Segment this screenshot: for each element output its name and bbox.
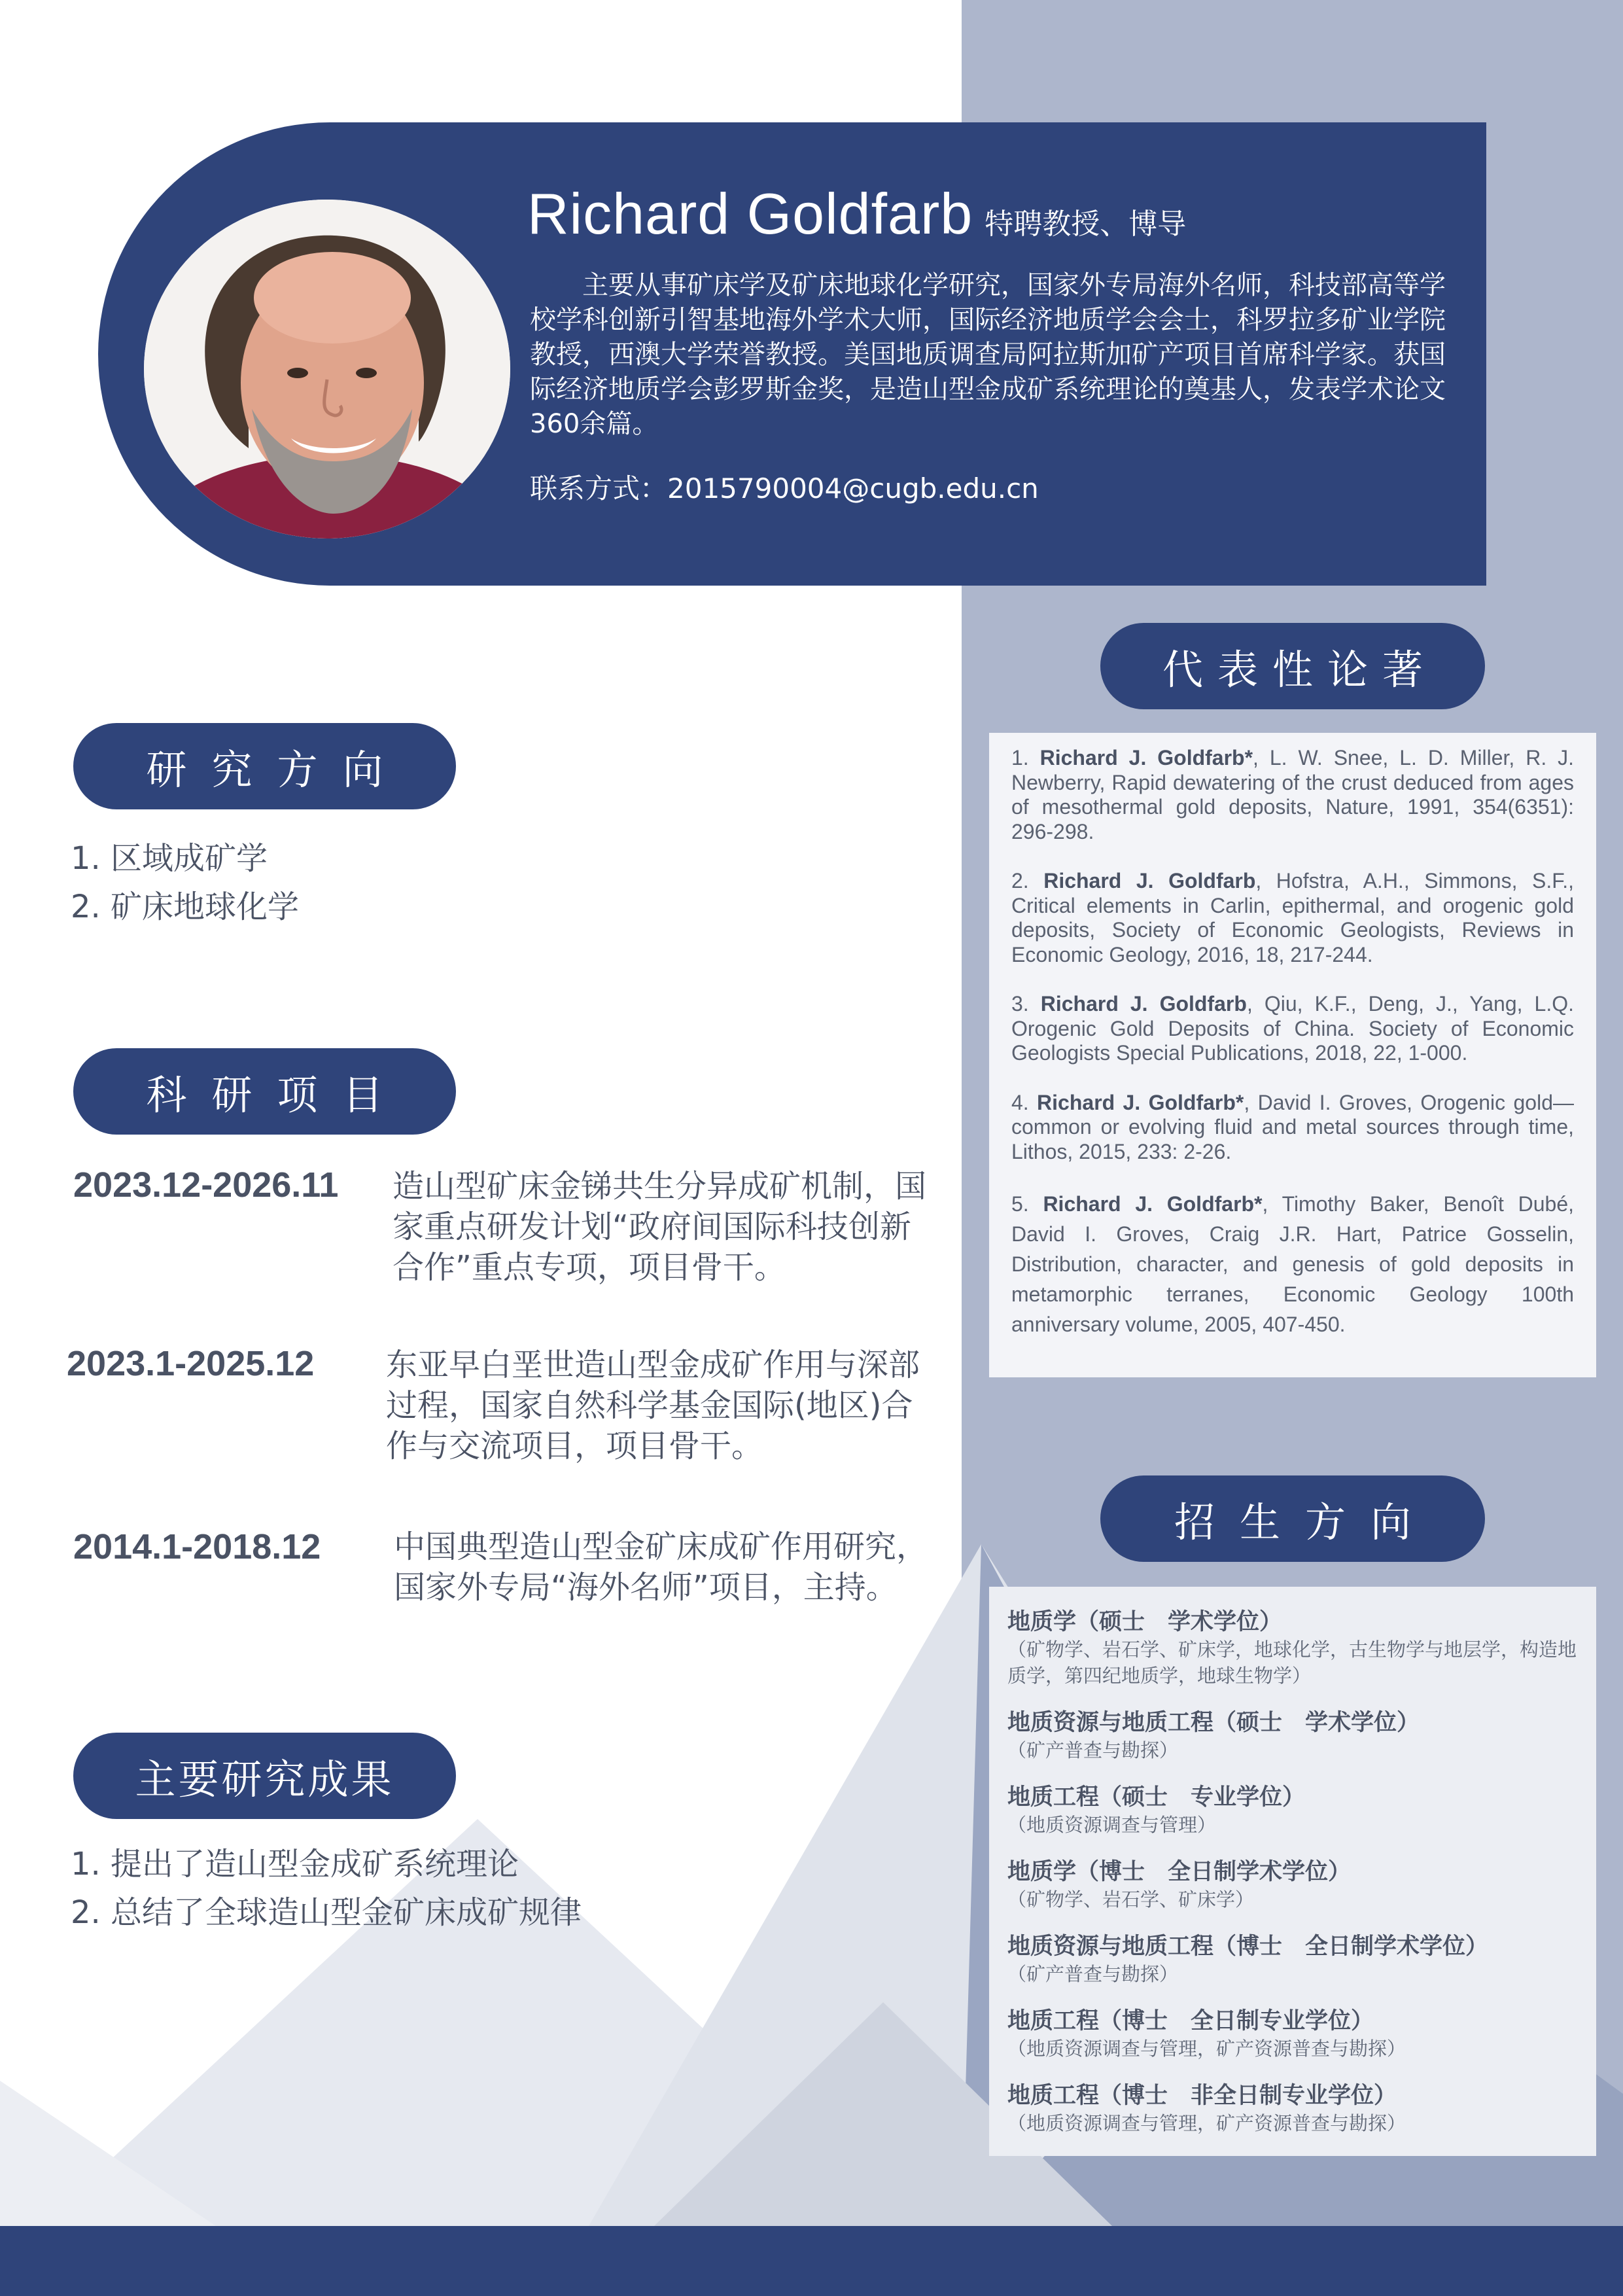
enrollment-fields: （矿产普查与勘探） [1007,1739,1179,1761]
enrollment-degree: 地质学（硕士 学术学位） [1007,1609,1283,1635]
bio-text: 主要从事矿床学及矿床地球化学研究，国家外专局海外名师，科技部高等学校学科创新引智基地海外学术大师，国际经济地质学会会士，科罗拉多矿业学院教授，西澳大学荣誉教授。美国地质调查局阿拉斯加矿产项目首席科学家。获国际经济地质学会彭罗斯金奖，是造山型金成矿系统理论的奠基人，发表学术论文360余篇。 [530,270,1446,439]
project-description: 造山型矿床金锑共生分异成矿机制，国家重点研发计划“政府间国际科技创新合作”重点专项，项目骨干。 [393,1168,927,1286]
profile-photo [144,200,510,539]
list-item [1007,1704,1583,1763]
enrollment-fields: （矿物学、岩石学、矿床学，地球化学，古生物学与地层学，构造地质学，第四纪地质学，地球生物学） [1007,1638,1577,1687]
project-description: 东亚早白垩世造山型金成矿作用与深部过程，国家自然科学基金国际(地区)合作与交流项目，项目骨干。 [386,1347,920,1464]
contact-email[interactable]: 2015790004@cugb.edu.cn [667,472,1039,504]
paper-entry: 1. Richard J. Goldfarb*, L. W. Snee, L. D. Miller, R. J. Newberry, Rapid dewatering of the crust deduced from ages of mesothermal gold deposits, Nature, 1991, 354(6351): 296-298. [1011,746,1575,843]
paper-entry: 4. Richard J. Goldfarb*, David I. Groves, Orogenic gold—common or evolving fluid and metal sources through time, Lithos, 2015, 233: 2-26. [1011,1090,1575,1163]
list-item [1007,2003,1583,2062]
enrollment-fields: （矿产普查与勘探） [1007,1963,1179,1985]
enrollment-degree: 地质工程（博士 非全日制专业学位） [1007,2083,1397,2109]
person-name: Richard Goldfarb [527,181,973,246]
list-item [1007,2077,1583,2136]
paper-entry: 3. Richard J. Goldfarb, Qiu, K.F., Deng, J., Yang, L.Q. Orogenic Gold Deposits of China. Society of Economic Geologists Special Publications, 2018, 22, 1-000. [1011,992,1575,1065]
list-item [1007,1779,1583,1838]
list-item [1007,1854,1583,1913]
paper-entry: 2. Richard J. Goldfarb, Hofstra, A.H., Simmons, S.F., Critical elements in Carlin, epithermal, and orogenic gold deposits, Society of Economic Geologists, Reviews in Economic Geology, 2016, 18, 217-244. [1011,869,1574,966]
portrait-illustration [144,200,510,539]
enrollment-degree: 地质资源与地质工程（硕士 学术学位） [1007,1710,1420,1736]
project-date: 2014.1-2018.12 [73,1527,321,1566]
list-item: 1. 提出了造山型金成矿系统理论 [71,1846,519,1882]
name-line [527,181,1456,247]
list-item [1007,1928,1583,1987]
enrollment-fields: （矿物学、岩石学、矿床学） [1007,1888,1255,1911]
projects-heading: 科研项目 [73,1048,456,1135]
list-item: 2. 总结了全球造山型金矿床成矿规律 [71,1894,582,1931]
papers-panel [989,733,1596,1377]
contact-label: 联系方式： [530,472,668,504]
project-date: 2023.12-2026.11 [73,1165,339,1205]
project-description: 中国典型造山型金矿床成矿作用研究，国家外专局“海外名师”项目，主持。 [394,1528,928,1606]
research-heading: 研究方向 [73,723,456,809]
enrollment-degree: 地质学（博士 全日制学术学位） [1007,1859,1352,1885]
achievements-list [71,1840,582,1937]
list-item: 2. 矿床地球化学 [71,889,300,925]
enrollment-fields: （地质资源调查与管理，矿产资源普查与勘探） [1007,2112,1406,2134]
footer-bar [0,2226,1623,2296]
research-list [71,834,299,931]
enrollment-degree: 地质工程（博士 全日制专业学位） [1007,2008,1374,2034]
contact-line [530,467,1039,506]
enrollment-heading: 招生方向 [1100,1475,1485,1562]
enrollment-fields: （地质资源调查与管理，矿产资源普查与勘探） [1007,2038,1406,2060]
enrollment-panel [989,1587,1596,2156]
paper-entry: 5. Richard J. Goldfarb*, Timothy Baker, Benoît Dubé, David I. Groves, Craig J.R. Hart, Patrice Gosselin, Distribution, character, and genesis of gold deposits in metamorphic terranes, Economic Geology 100th anniversary volume, 2005, 407-450. [1011,1192,1575,1336]
person-title: 特聘教授、博导 [985,207,1187,241]
list-item: 1. 区域成矿学 [71,840,268,877]
list-item [1007,1604,1583,1689]
papers-heading: 代表性论著 [1100,623,1485,709]
enrollment-degree: 地质工程（硕士 专业学位） [1007,1784,1306,1810]
enrollment-fields: （地质资源调查与管理） [1007,1814,1217,1836]
project-date: 2023.1-2025.12 [67,1344,315,1383]
enrollment-degree: 地质资源与地质工程（博士 全日制学术学位） [1007,1934,1489,1960]
achievements-heading: 主要研究成果 [73,1733,456,1819]
